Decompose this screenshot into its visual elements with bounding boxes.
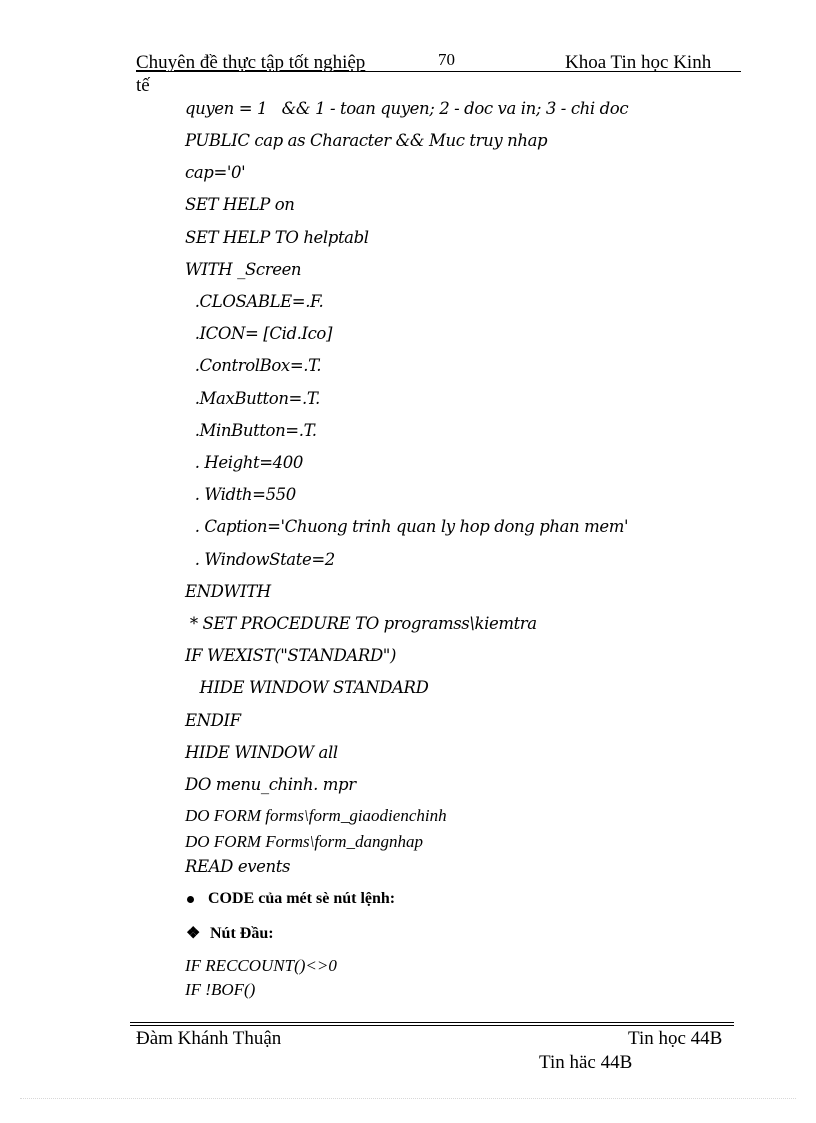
code-line: IF !BOF() [185, 980, 256, 999]
sub-bullet-item [186, 923, 274, 943]
code-line: DO FORM Forms\form_dangnhap [185, 832, 423, 851]
code-line: .CLOSABLE=.F. [185, 292, 324, 311]
footer-author: Đàm Khánh Thuận [136, 1028, 282, 1049]
code-line: cap='0' [185, 163, 246, 182]
code-line: IF WEXIST("STANDARD") [185, 646, 396, 665]
bullet-dot-icon [187, 896, 194, 903]
code-line: PUBLIC cap as Character && Muc truy nhap [185, 131, 548, 150]
code-line: . Caption='Chuong trinh quan ly hop dong phan mem' [185, 517, 629, 536]
footer-rule [130, 1025, 734, 1026]
code-line: HIDE WINDOW all [185, 743, 338, 762]
code-line: READ events [185, 857, 291, 876]
code-line: . Height=400 [185, 453, 303, 472]
code-line: .MinButton=.T. [185, 421, 317, 440]
code-line: DO menu_chinh. mpr [185, 775, 356, 794]
code-line: SET HELP on [185, 195, 295, 214]
code-line: DO FORM forms\form_giaodienchinh [185, 806, 447, 825]
sub-bullet-text: Nút Đầu: [210, 925, 274, 942]
footer-class: Tin học 44B [628, 1028, 723, 1049]
code-line: quyen = 1 && 1 - toan quyen; 2 - doc va in; 3 - chi doc [185, 99, 629, 118]
code-line: WITH _Screen [185, 260, 302, 279]
header-rule [136, 71, 741, 72]
code-line: .MaxButton=.T. [185, 389, 320, 408]
footer-rule [130, 1022, 734, 1023]
code-line: . WindowState=2 [185, 550, 335, 569]
code-line: .ICON= [Cid.Ico] [185, 324, 332, 343]
code-line: ENDIF [185, 711, 241, 730]
code-line: . Width=550 [185, 485, 296, 504]
header-title: Chuyên đề thực tập tốt nghiệp [136, 52, 366, 73]
diamond-bullet-icon: ❖ [186, 925, 201, 942]
page-edge-divider [20, 1098, 796, 1099]
header-department: Khoa Tin học Kinh [565, 52, 712, 73]
code-line: * SET PROCEDURE TO programss\kiemtra [185, 614, 537, 633]
code-line: SET HELP TO helptabl [185, 228, 369, 247]
code-line: ENDWITH [185, 582, 271, 601]
code-line: HIDE WINDOW STANDARD [185, 678, 429, 697]
code-line: IF RECCOUNT()<>0 [185, 956, 337, 975]
code-line: .ControlBox=.T. [185, 356, 322, 375]
bullet-item [186, 890, 395, 908]
footer-class-duplicate: Tin häc 44B [539, 1052, 633, 1073]
header-continuation: tế [136, 75, 150, 96]
bullet-text: CODE của mét sè nút lệnh: [208, 890, 396, 907]
page-number: 70 [438, 50, 455, 69]
